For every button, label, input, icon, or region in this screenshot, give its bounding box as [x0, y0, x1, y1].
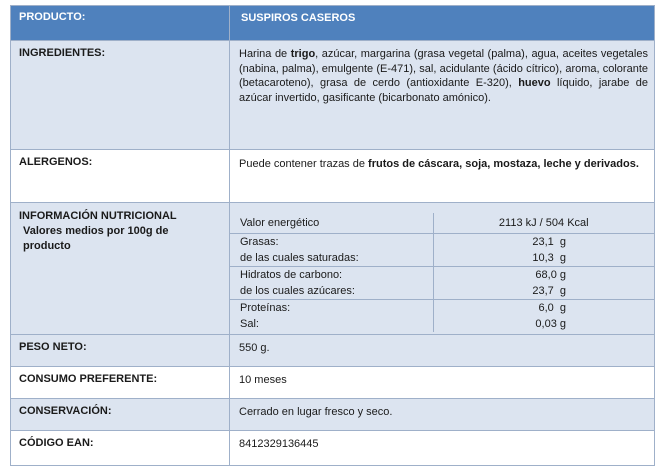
energy-value: 2113 kJ / 504 Kcal: [433, 213, 654, 234]
nutrition-energy-row: [230, 213, 654, 234]
nutrient-value: 0,03 g: [433, 316, 654, 332]
nutrient-value: 6,0 g: [433, 300, 654, 317]
best-before-value: 10 meses: [230, 367, 655, 399]
nutrient-value: 68,0 g: [433, 267, 654, 284]
nutrient-value: 23,1 g: [433, 234, 654, 251]
header-row: [11, 6, 655, 41]
product-name: SUSPIROS CASEROS: [230, 6, 655, 41]
nutrition-row: [230, 283, 654, 300]
allergens-text: Puede contener trazas de frutos de cáscara, soja, mostaza, leche y derivados.: [230, 150, 655, 203]
storage-value: Cerrado en lugar fresco y seco.: [230, 399, 655, 431]
allergens-bold: frutos de cáscara, soja, mostaza, leche y derivados.: [368, 158, 639, 170]
nutrition-row: [11, 203, 655, 335]
nutrient-name: Grasas:: [230, 234, 433, 251]
nutrient-name: Hidratos de carbono:: [230, 267, 433, 284]
nutrition-table: [230, 213, 654, 332]
product-spec-table: [10, 5, 655, 466]
nutrition-row: [230, 250, 654, 267]
nutrition-label-cell: [11, 203, 230, 335]
ean-value: 8412329136445: [230, 431, 655, 466]
allergens-row: [11, 150, 655, 203]
nutrient-name: de las cuales saturadas:: [230, 250, 433, 267]
nutrient-value: 23,7 g: [433, 283, 654, 300]
nutrient-name: de los cuales azúcares:: [230, 283, 433, 300]
product-label: PRODUCTO:: [11, 6, 230, 41]
nutrition-row: [230, 267, 654, 284]
net-weight-row: [11, 335, 655, 367]
ingredients-label: INGREDIENTES:: [11, 41, 230, 150]
best-before-row: [11, 367, 655, 399]
nutrition-values-cell: [230, 203, 655, 335]
ean-row: [11, 431, 655, 466]
net-weight-value: 550 g.: [230, 335, 655, 367]
allergen-trigo: trigo: [290, 48, 316, 60]
ean-label: CÓDIGO EAN:: [11, 431, 230, 466]
nutrition-subtitle: Valores medios por 100g de producto: [23, 225, 169, 252]
nutrition-row: [230, 316, 654, 332]
best-before-label: CONSUMO PREFERENTE:: [11, 367, 230, 399]
storage-row: [11, 399, 655, 431]
energy-name: Valor energético: [230, 213, 433, 234]
ingredients-text: Harina de trigo, azúcar, margarina (grasa vegetal (palma), agua, aceites vegetales (nabina, palma), emulgente (E-471), sal, acidulante (ácido cítrico), aroma, colorante (betacaroteno), grasa de cerdo (antioxidante E-320), huevo líquido, jarabe de azúcar invertido, gasificante (bicarbonato amónico).: [230, 41, 655, 150]
nutrient-name: Sal:: [230, 316, 433, 332]
nutrition-row: [230, 234, 654, 251]
ingredients-row: [11, 41, 655, 150]
nutrition-row: [230, 300, 654, 317]
storage-label: CONSERVACIÓN:: [11, 399, 230, 431]
nutrient-name: Proteínas:: [230, 300, 433, 317]
net-weight-label: PESO NETO:: [11, 335, 230, 367]
allergen-huevo: huevo: [518, 77, 551, 89]
allergens-label: ALERGENOS:: [11, 150, 230, 203]
nutrient-value: 10,3 g: [433, 250, 654, 267]
nutrition-title: INFORMACIÓN NUTRICIONAL: [19, 210, 177, 222]
